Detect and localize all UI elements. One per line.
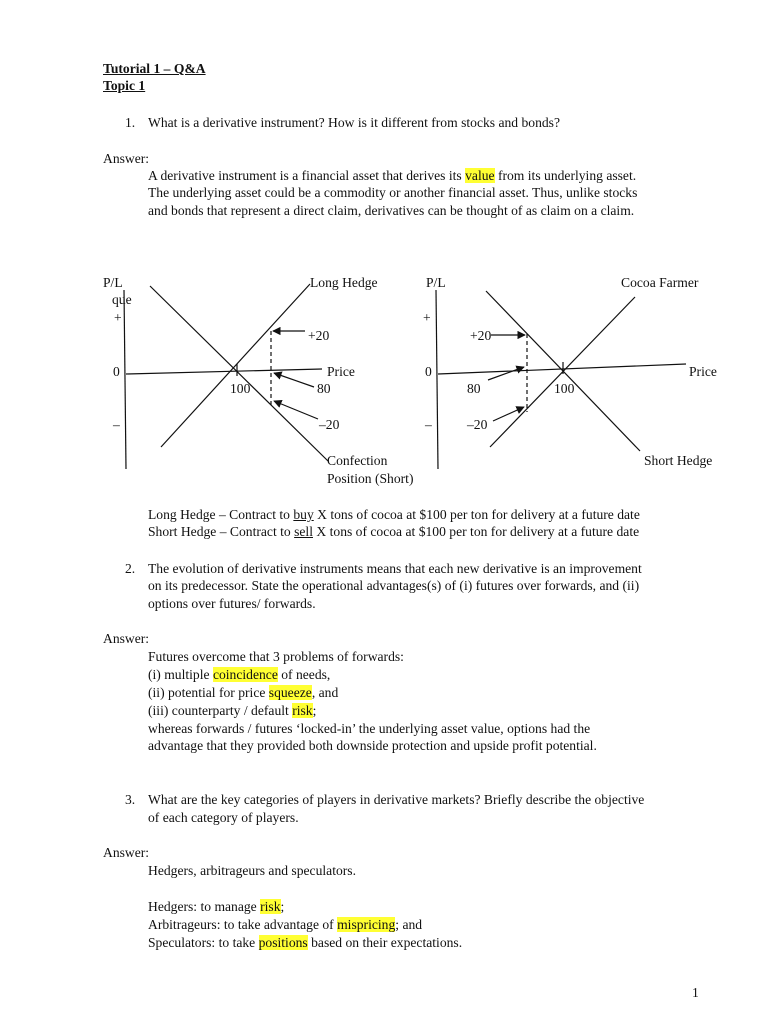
confection-position-label: Position (Short) (327, 471, 414, 486)
left-80-label: 80 (317, 381, 331, 396)
highlight: coincidence (212, 667, 278, 682)
answer-line: and bonds that represent a direct claim, derivatives can be thought of as claim on a claim. (148, 203, 635, 218)
answer-line: Hedgers, arbitrageurs and speculators. (148, 863, 356, 878)
highlight: risk (260, 899, 281, 914)
left-short-position-line (150, 286, 328, 461)
left-plus20-label: +20 (308, 328, 330, 343)
question-text: on its predecessor. State the operational advantages(s) of (i) futures over forwards, and (ii) (148, 578, 640, 593)
cocoa-farmer-label: Cocoa Farmer (621, 275, 699, 290)
highlight: positions (258, 935, 308, 950)
page-number: 1 (692, 985, 699, 1000)
short-hedge-label: Short Hedge (644, 453, 713, 468)
answer-line: Speculators: to take positions based on their expectations. (148, 935, 463, 950)
confection-label: Confection (327, 453, 388, 468)
right-pl-label: P/L (426, 275, 446, 290)
answer-label: Answer: (103, 151, 150, 166)
short-hedge-definition: Short Hedge – Contract to sell X tons of cocoa at $100 per ton for delivery at a future date (148, 524, 640, 539)
right-plus20-label: +20 (470, 328, 492, 343)
answer-line: Arbitrageurs: to take advantage of mispricing; and (148, 917, 423, 932)
right-minus20-label: –20 (467, 417, 488, 432)
left-minus-label: – (113, 417, 120, 432)
left-minus20-arrow (274, 401, 318, 419)
long-hedge-label: Long Hedge (310, 275, 378, 290)
answer-line: Hedgers: to manage risk; (148, 899, 285, 914)
long-hedge-definition: Long Hedge – Contract to buy X tons of cocoa at $100 per ton for delivery at a future date (148, 507, 640, 522)
highlight: squeeze (268, 685, 312, 700)
answer-line: (i) multiple coincidence of needs, (148, 667, 331, 682)
question-text: What are the key categories of players in derivative markets? Briefly describe the objective (148, 792, 645, 807)
left-pl-label: P/L (103, 275, 123, 290)
left-plus-label: + (114, 310, 122, 325)
right-80-label: 80 (467, 381, 481, 396)
answer-line: (iii) counterparty / default risk; (148, 703, 317, 718)
left-price-label: Price (327, 364, 355, 379)
left-price-axis (126, 369, 322, 374)
highlight: mispricing (337, 917, 396, 932)
left-axis-cut-label: que (112, 292, 132, 307)
left-long-hedge-line (161, 284, 310, 447)
right-minus-label: – (425, 417, 432, 432)
answer-label: Answer: (103, 845, 150, 860)
question-text: What is a derivative instrument? How is it different from stocks and bonds? (148, 115, 560, 130)
question-text: The evolution of derivative instruments means that each new derivative is an improvement (148, 561, 642, 576)
left-80-arrow (274, 373, 314, 387)
left-100-label: 100 (230, 381, 251, 396)
left-minus20-label: –20 (319, 417, 340, 432)
right-plus-label: + (423, 310, 431, 325)
topic-heading: Topic 1 (103, 78, 146, 93)
question-number: 3. (125, 792, 136, 807)
highlight: value (465, 168, 495, 183)
right-100-label: 100 (554, 381, 575, 396)
answer-line: (ii) potential for price squeeze, and (148, 685, 339, 700)
answer-line: whereas forwards / futures ‘locked-in’ the underlying asset value, options had the (148, 721, 591, 736)
question-number: 2. (125, 561, 136, 576)
document-title: Tutorial 1 – Q&A (103, 61, 206, 76)
highlight: risk (292, 703, 313, 718)
answer-line: advantage that they provided both downside protection and upside profit potential. (148, 738, 597, 753)
right-80-arrow (488, 367, 524, 380)
question-text: of each category of players. (148, 810, 299, 825)
right-price-label: Price (689, 364, 717, 379)
right-zero-label: 0 (425, 364, 432, 379)
answer-line: A derivative instrument is a financial asset that derives its value from its underlying asset. (148, 168, 637, 183)
right-minus20-arrow (493, 407, 524, 421)
answer-label: Answer: (103, 631, 150, 646)
left-zero-label: 0 (113, 364, 120, 379)
answer-line: The underlying asset could be a commodity or another financial asset. Thus, unlike stocks (148, 185, 638, 200)
question-text: options over futures/ forwards. (148, 596, 316, 611)
right-pl-axis (436, 290, 438, 469)
answer-line: Futures overcome that 3 problems of forwards: (148, 649, 404, 664)
left-pl-axis (124, 290, 126, 469)
question-number: 1. (125, 115, 136, 130)
